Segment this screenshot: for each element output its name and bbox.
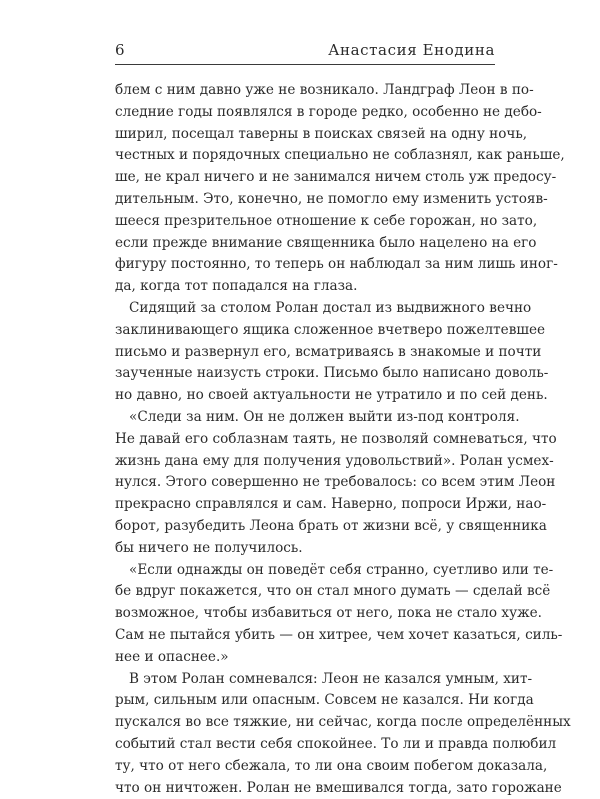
text-line: Сидящий за столом Ролан достал из выдвижного вечно [115,298,495,320]
page-number: 6 [115,40,125,60]
text-line: пускался во все тяжкие, ни сейчас, когда после определённых [115,712,495,734]
text-line: бы ничего не получилось. [115,538,495,560]
paragraph [115,669,495,799]
text-line: нее и опаснее.» [115,647,495,669]
text-line: «Если однажды он поведёт себя странно, суетливо или те- [115,560,495,582]
text-line: если прежде внимание священника было нацелено на его [115,233,495,255]
text-line: событий стал вести себя спокойнее. То ли и правда полюбил [115,734,495,756]
text-line: заученные наизусть строки. Письмо было написано доволь- [115,363,495,385]
text-line: ту, что от него сбежала, то ли она своим побегом доказала, [115,756,495,778]
text-line: Не давай его соблазнам таять, не позволяй сомневаться, что [115,429,495,451]
text-line: рым, сильным или опасным. Совсем не казался. Ни когда [115,690,495,712]
text-line: Сам не пытайся убить — он хитрее, чем хочет казаться, силь- [115,625,495,647]
text-line: «Следи за ним. Он не должен выйти из-под контроля. [115,407,495,429]
text-line: заклинивающего ящика сложенное вчетверо пожелтевшее [115,320,495,342]
text-line: честных и порядочных специально не соблазнял, как раньше, [115,145,495,167]
running-head-author: Анастасия Енодина [328,40,495,60]
text-line: жизнь дана ему для получения удовольствий». Ролан усмех- [115,451,495,473]
text-line: фигуру постоянно, то теперь он наблюдал за ним лишь иног- [115,254,495,276]
text-line: дительным. Это, конечно, не помогло ему изменить устояв- [115,189,495,211]
text-line: борот, разубедить Леона брать от жизни всё, у священника [115,516,495,538]
paragraph [115,298,495,407]
text-line: но давно, но своей актуальности не утратило и по сей день. [115,385,495,407]
text-line: письмо и развернул его, всматриваясь в знакомые и почти [115,342,495,364]
text-line: шееся презрительное отношение к себе горожан, но зато, [115,211,495,233]
text-line: что он ничтожен. Ролан не вмешивался тогда, зато горожане [115,778,495,799]
paragraph [115,560,495,669]
body-text [115,80,495,799]
page-header [115,40,495,65]
paragraph [115,407,495,560]
text-line: да, когда тот попадался на глаза. [115,276,495,298]
text-line: блем с ним давно уже не возникало. Ландграф Леон в по- [115,80,495,102]
text-line: В этом Ролан сомневался: Леон не казался умным, хит- [115,669,495,691]
text-line: прекрасно справлялся и сам. Наверно, попроси Иржи, нао- [115,494,495,516]
paragraph [115,80,495,298]
text-line: ширил, посещал таверны в поисках связей на одну ночь, [115,124,495,146]
text-line: следние годы появлялся в городе редко, особенно не дебо- [115,102,495,124]
text-line: нулся. Этого совершенно не требовалось: со всем этим Леон [115,472,495,494]
text-line: ше, не крал ничего и не занимался ничем столь уж предосу- [115,167,495,189]
text-line: бе вдруг покажется, что он стал много думать — сделай всё [115,581,495,603]
text-line: возможное, чтобы избавиться от него, пока не стало хуже. [115,603,495,625]
